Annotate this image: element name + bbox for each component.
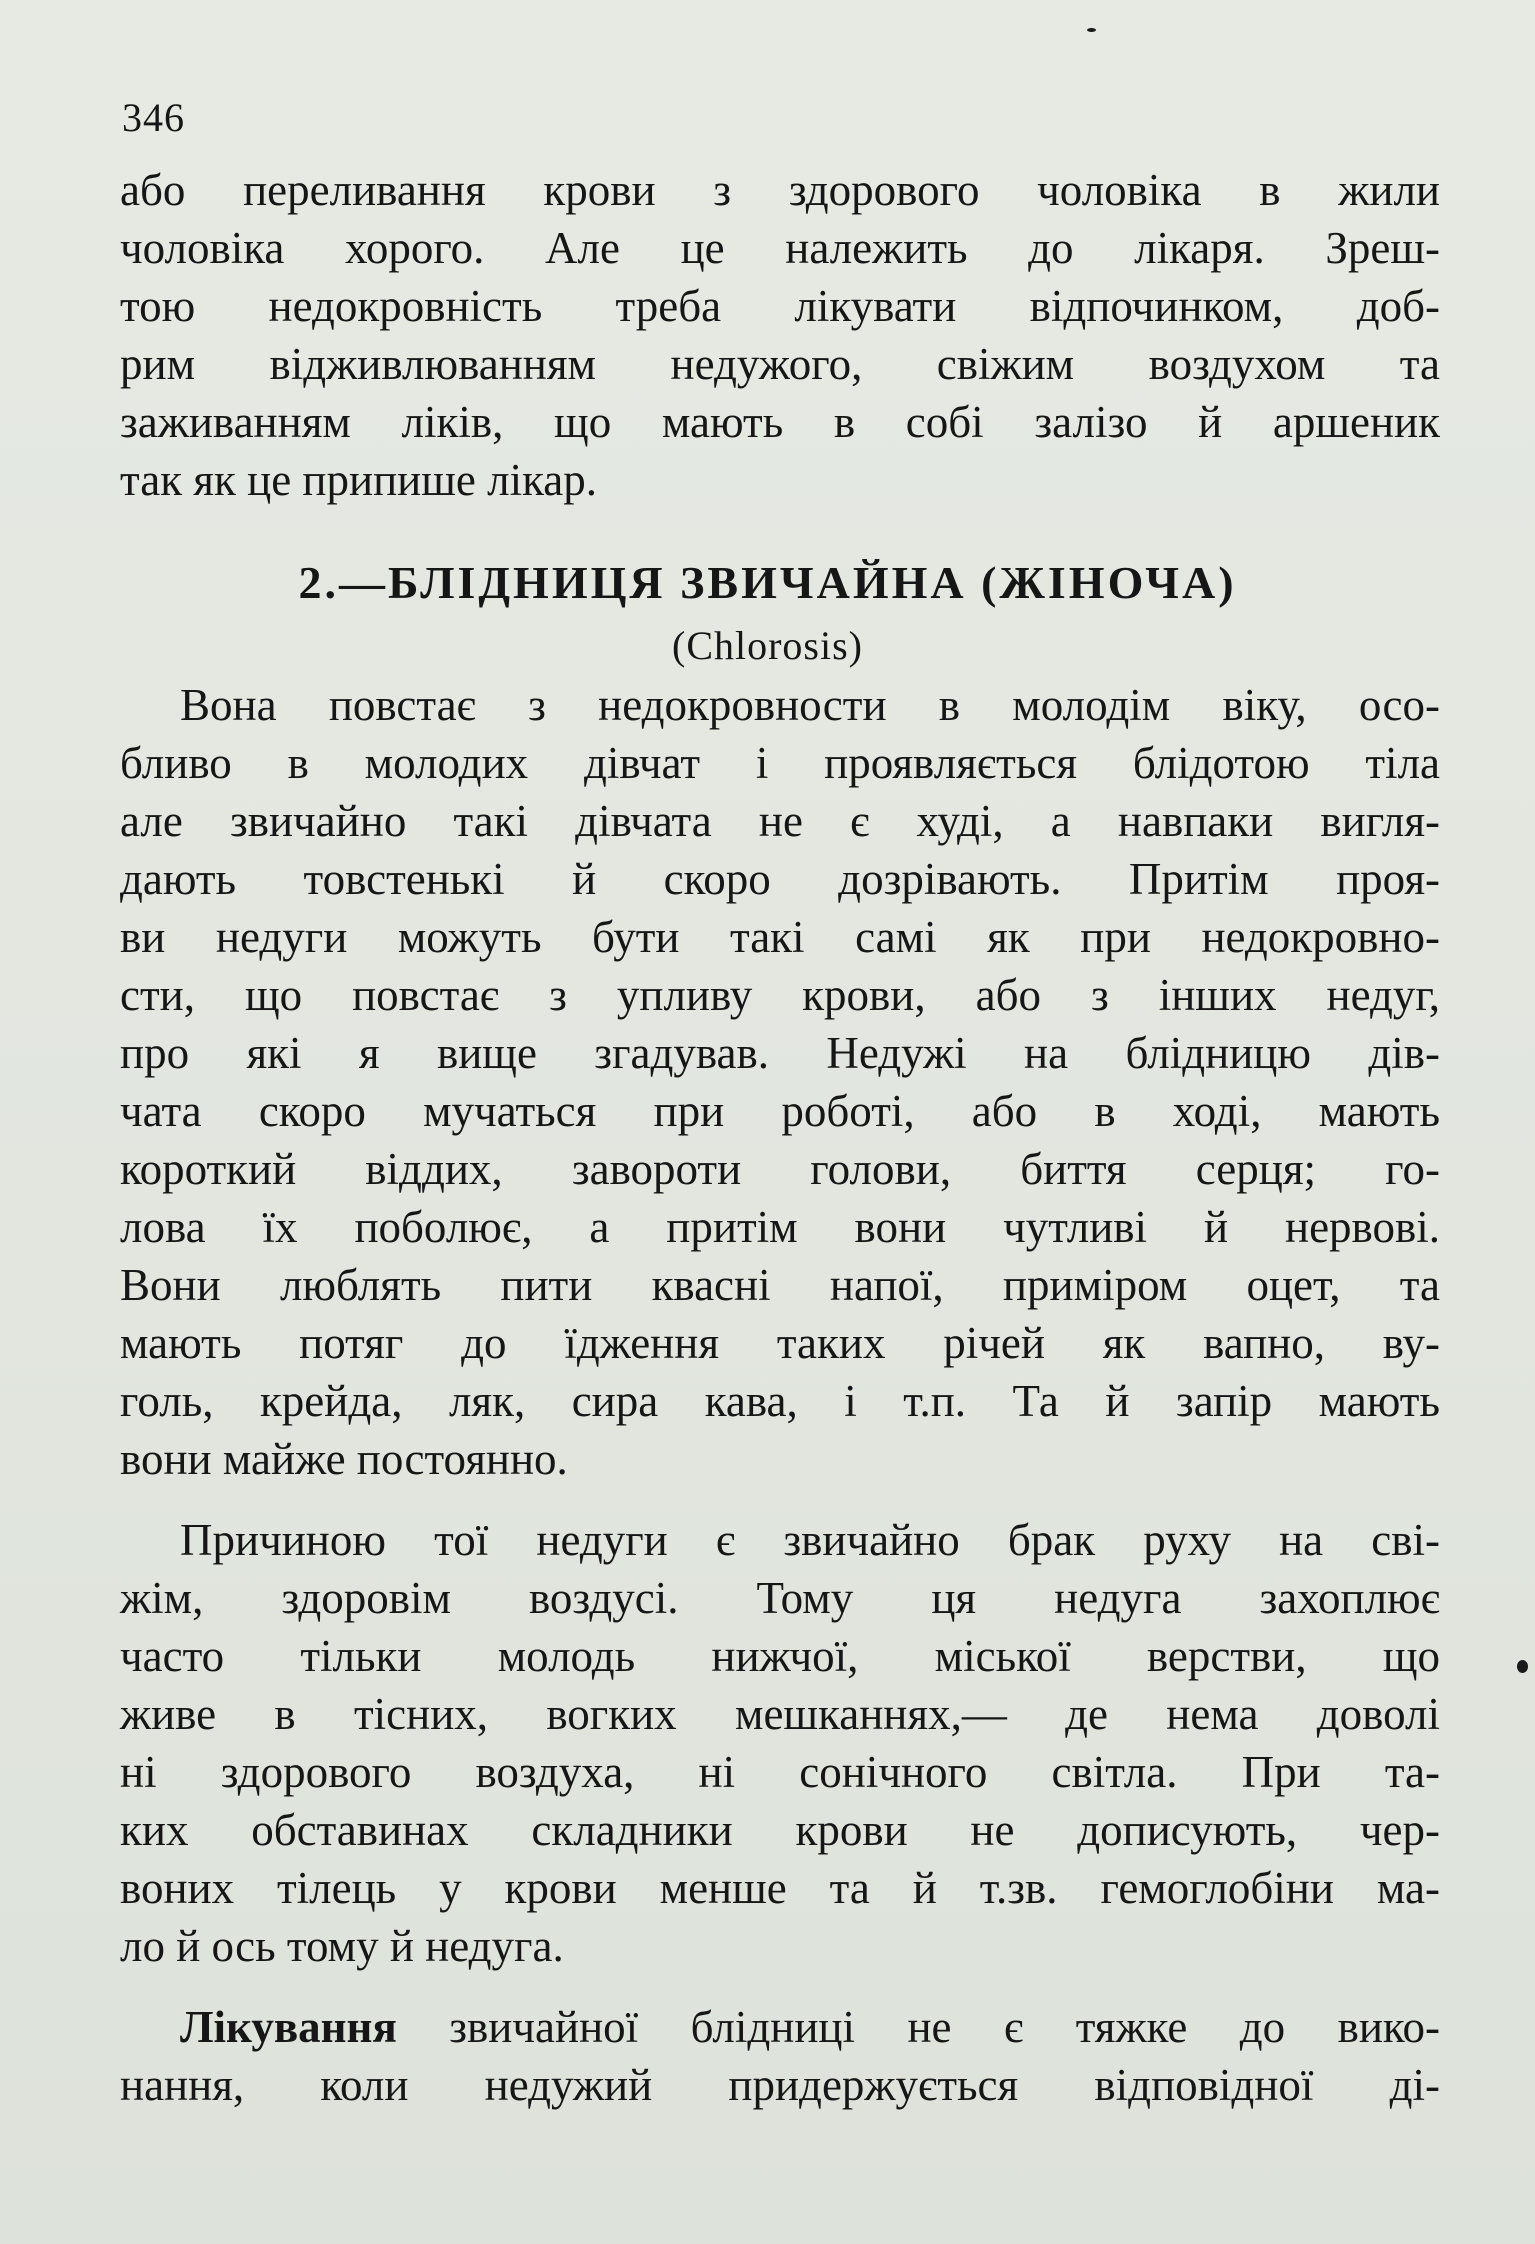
paragraph-causes	[120, 1511, 1440, 1975]
text-line: вони майже постоянно.	[120, 1434, 568, 1484]
paragraph-symptoms	[120, 676, 1440, 1488]
text-line: Вона повстає з недокровности в молодім віку, осо-	[180, 680, 1440, 730]
text-line: короткий віддих, завороти голови, биття серця; го-	[120, 1144, 1440, 1194]
text-line: чоловіка хорого. Але це належить до лікаря. Зреш-	[120, 223, 1440, 273]
text-line: ло й ось тому й недуга.	[120, 1921, 564, 1971]
text-line: про які я вище згадував. Недужі на блідницю дів-	[120, 1028, 1440, 1078]
text-line: тою недокровність треба лікувати відпочинком, доб-	[120, 281, 1440, 331]
text-line: лова їх поболює, а притім вони чутливі й нервові.	[120, 1202, 1440, 1252]
text-line: Вони люблять пити квасні напої, приміром оцет, та	[120, 1260, 1440, 1310]
text-line: бливо в молодих дівчат і проявляється блідотою тіла	[120, 738, 1440, 788]
text-line: ви недуги можуть бути такі самі як при недокровно-	[120, 912, 1440, 962]
text-line: сти, що повстає з упливу крови, або з інших недуг,	[120, 970, 1440, 1020]
text-line: дають товстенькі й скоро дозрівають. Притім проя-	[120, 854, 1440, 904]
text-line: Причиною тої недуги є звичайно брак руху на сві-	[180, 1515, 1440, 1565]
paragraph-treatment	[120, 1998, 1440, 2114]
text-line: ких обставинах складники крови не дописують, чер-	[120, 1805, 1440, 1855]
page-number: 346	[122, 95, 185, 140]
text-line: або переливання крови з здорового чоловіка в жили	[120, 165, 1440, 215]
top-print-mark	[1087, 28, 1096, 32]
text-line: чата скоро мучаться при роботі, або в ході, мають	[120, 1086, 1440, 1136]
text-line: живе в тісних, вогких мешканнях,— де нема доволі	[120, 1689, 1440, 1739]
text-line: голь, крейда, ляк, сира кава, і т.п. Та й запір мають	[120, 1376, 1440, 1426]
text-line: заживанням ліків, що мають в собі залізо й аршеник	[120, 397, 1440, 447]
intro-paragraph	[120, 161, 1440, 509]
text-line: жім, здоровім воздусі. Тому ця недуга захоплює	[120, 1573, 1440, 1623]
text-line: так як це припише лікар.	[120, 455, 597, 505]
text-line: рим відживлюванням недужого, свіжим воздухом та	[120, 339, 1440, 389]
text-line: ні здорового воздуха, ні сонічного світла. При та-	[120, 1747, 1440, 1797]
right-edge-mark	[1517, 1660, 1528, 1673]
section-heading: 2.—БЛІДНИЦЯ ЗВИЧАЙНА (ЖІНОЧА)	[298, 557, 1237, 608]
text-line: нання, коли недужий придержується відповідної ді-	[120, 2060, 1440, 2110]
treatment-line-rest: звичайної блідниці не є тяжке до вико-	[396, 2002, 1440, 2052]
text-line: але звичайно такі дівчата не є худі, а навпаки вигля-	[120, 796, 1440, 846]
text-line: воних тілець у крови менше та й т.зв. гемоглобіни ма-	[120, 1863, 1440, 1913]
text-line	[120, 1998, 1440, 2056]
text-line: часто тільки молодь нижчої, міської верстви, що	[120, 1631, 1440, 1681]
treatment-keyword: Лікування	[180, 2002, 397, 2052]
text-line: мають потяг до їдження таких річей як вапно, ву-	[120, 1318, 1440, 1368]
section-subheading: (Chlorosis)	[672, 623, 863, 668]
